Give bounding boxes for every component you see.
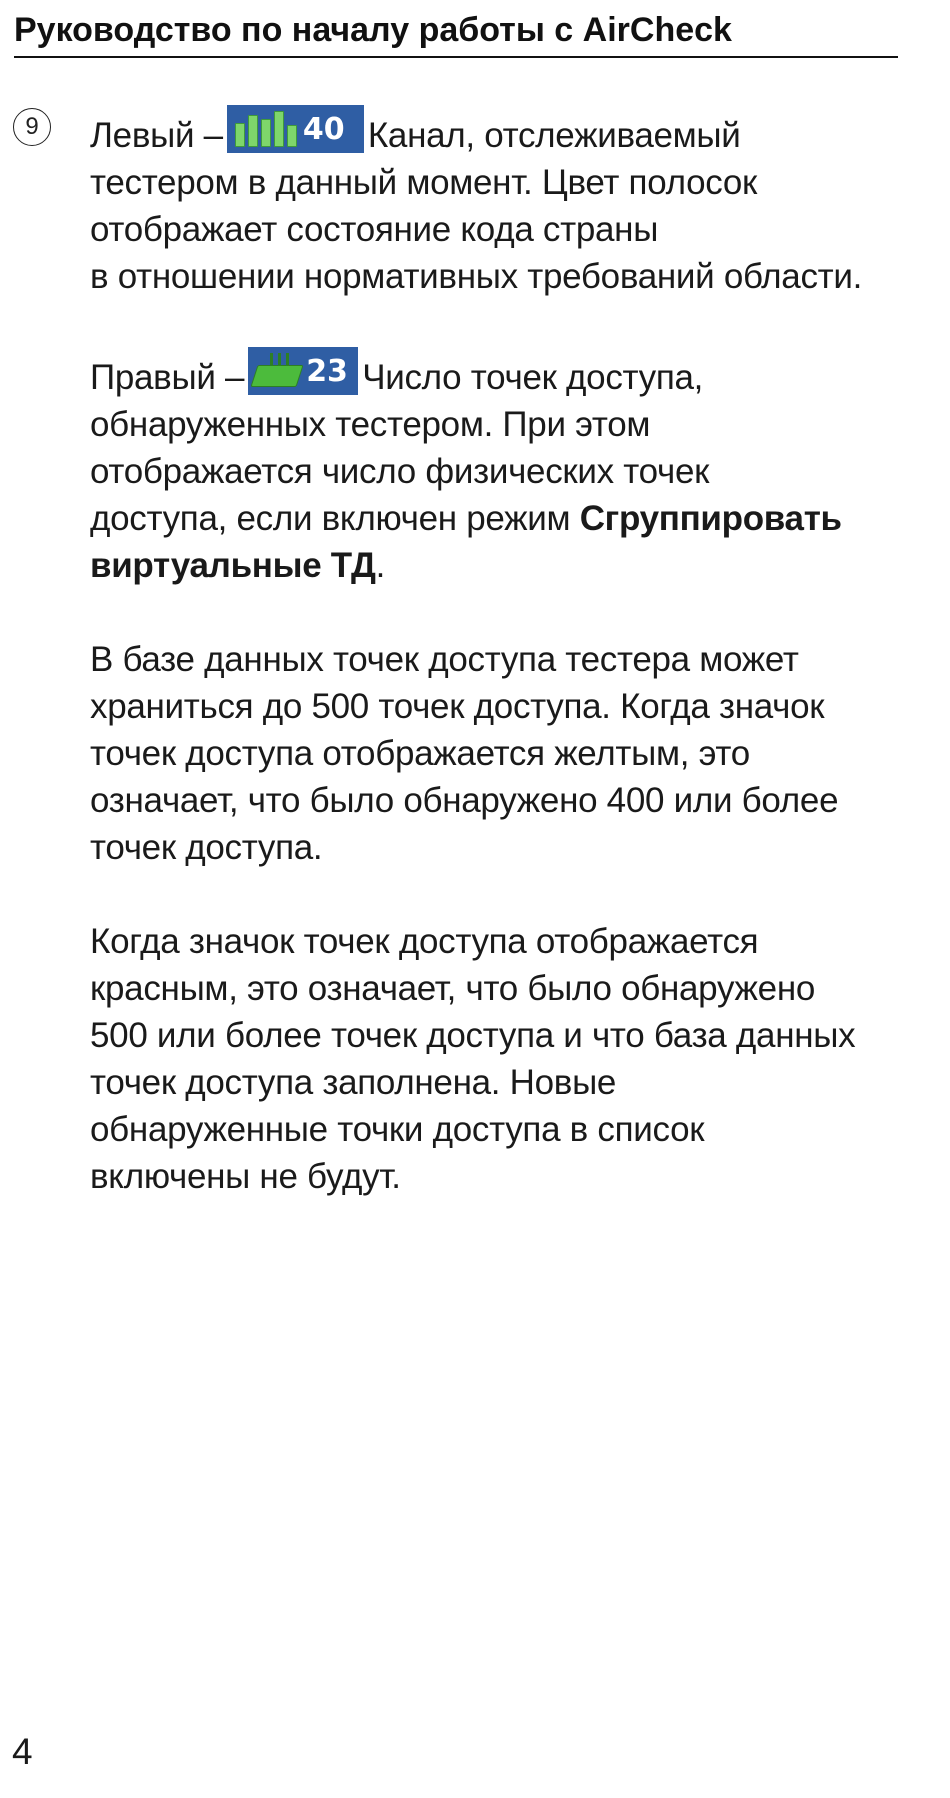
channel-bar [274, 111, 284, 147]
channel-bars [231, 109, 297, 147]
db-red-line: точек доступа заполнена. Новые [90, 1063, 617, 1102]
db-yellow-line: означает, что было обнаружено 400 или более [90, 781, 839, 820]
ap-line-4 [90, 495, 902, 542]
access-point-icon [248, 347, 358, 395]
group-virtual-ap-mode-label-cont: виртуальные ТД [90, 546, 376, 585]
channel-bars-icon [227, 105, 364, 153]
channel-line-4: в отношении нормативных требований области. [90, 257, 863, 296]
ap-line-4-text: доступа, если включен режим [90, 499, 571, 538]
step-number-badge: 9 [13, 108, 51, 146]
ap-line-3: отображается число физических точек [90, 452, 710, 491]
group-virtual-ap-mode-label: Сгруппировать [579, 499, 842, 538]
ap-label: Правый – [90, 358, 245, 397]
ap-count-number: 23 [306, 354, 348, 389]
ap-text: Число точек доступа, [362, 358, 704, 397]
channel-paragraph [90, 105, 902, 300]
db-yellow-line: храниться до 500 точек доступа. Когда значок [90, 687, 825, 726]
ap-line-5-tail: . [375, 546, 386, 585]
db-red-line: красным, это означает, что было обнаружено [90, 969, 816, 1008]
channel-line-3: отображает состояние кода страны [90, 210, 659, 249]
channel-label: Левый – [90, 116, 223, 155]
ap-line-5 [90, 542, 902, 589]
router-body [251, 365, 304, 387]
ap-line-2: обнаруженных тестером. При этом [90, 405, 651, 444]
channel-line-2: тестером в данный момент. Цвет полосок [90, 163, 758, 202]
page-title: Руководство по началу работы с AirCheck [14, 11, 732, 49]
channel-bar [248, 115, 258, 147]
channel-bar [235, 123, 245, 147]
db-yellow-line: точек доступа. [90, 828, 323, 867]
db-red-line: 500 или более точек доступа и что база данных [90, 1016, 856, 1055]
ap-count-paragraph [90, 347, 902, 589]
database-yellow-paragraph [90, 636, 902, 871]
channel-number: 40 [302, 112, 345, 147]
db-red-line: включены не будут. [90, 1157, 401, 1196]
ap-line-1 [90, 347, 902, 401]
db-yellow-line: В базе данных точек доступа тестера может [90, 640, 799, 679]
router-shape [252, 351, 302, 391]
channel-bar [287, 125, 297, 147]
page-number: 4 [12, 1731, 33, 1772]
db-red-line: обнаруженные точки доступа в список [90, 1110, 705, 1149]
database-red-paragraph [90, 918, 902, 1200]
channel-text: Канал, отслеживаемый [367, 116, 741, 155]
page-header [14, 8, 898, 58]
db-red-line: Когда значок точек доступа отображается [90, 922, 759, 961]
step-description [90, 105, 902, 1247]
channel-line-1 [90, 105, 902, 159]
channel-bar [261, 119, 271, 147]
db-yellow-line: точек доступа отображается желтым, это [90, 734, 750, 773]
